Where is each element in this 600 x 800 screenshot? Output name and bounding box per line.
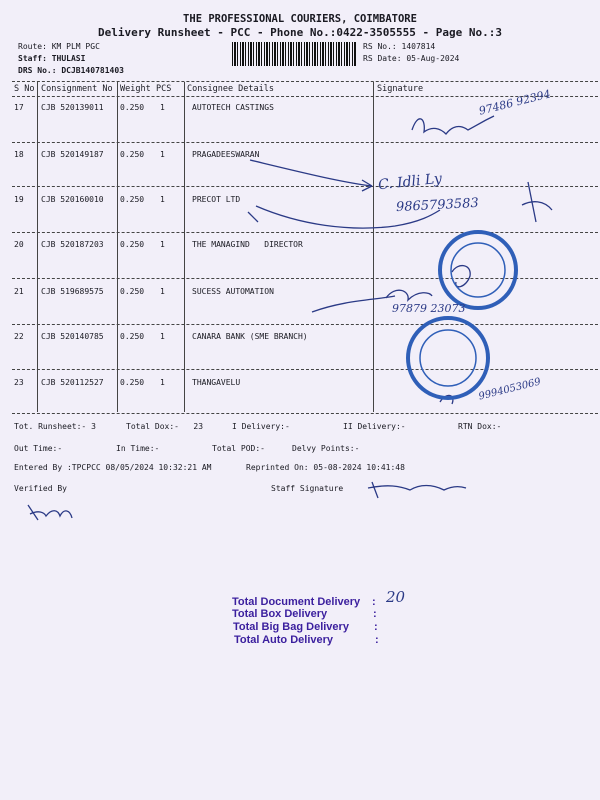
row-19-pcs: 1 bbox=[160, 195, 165, 204]
seal-skd-inner bbox=[451, 243, 505, 297]
rtn-dox: RTN Dox:- bbox=[458, 422, 502, 431]
verified-signature bbox=[28, 505, 72, 520]
row-22-pcs: 1 bbox=[160, 332, 165, 341]
entered-by: Entered By :TPCPCC 08/05/2024 10:32:21 AM bbox=[14, 463, 212, 472]
col-consignee: Consignee Details bbox=[187, 84, 274, 94]
staff-signature-label: Staff Signature bbox=[271, 484, 344, 493]
row-18-consignee: PRAGADEESWARAN bbox=[192, 150, 260, 159]
row-20-weight: 0.250 bbox=[120, 240, 145, 249]
signature-19-mark bbox=[248, 212, 258, 222]
tot-runsheet: Tot. Runsheet:- 3 bbox=[14, 422, 96, 431]
stamp-colon: : bbox=[372, 596, 376, 608]
row-17-consignee: AUTOTECH CASTINGS bbox=[192, 103, 274, 112]
row-19-consignee: PRECOT LTD bbox=[192, 195, 241, 204]
row-22-consignment: CJB 520140785 bbox=[41, 332, 104, 341]
reprinted-on: Reprinted On: 05-08-2024 10:41:48 bbox=[246, 463, 405, 472]
row-22-consignee: CANARA BANK (SME BRANCH) bbox=[192, 332, 308, 341]
row-20-consignee: THE MANAGIND DIRECTOR bbox=[192, 240, 303, 249]
in-time: In Time:- bbox=[116, 444, 160, 453]
stamp-auto-delivery: Total Auto Delivery bbox=[234, 634, 334, 646]
verified-by: Verified By bbox=[14, 484, 67, 493]
row-17-weight: 0.250 bbox=[120, 103, 145, 112]
row-23-weight: 0.250 bbox=[120, 378, 145, 387]
row-23-sno: 23 bbox=[14, 378, 24, 387]
handwritten-phone-23: 9994053069 bbox=[477, 376, 543, 403]
row-22-sno: 22 bbox=[14, 332, 24, 341]
signature-21-arrow bbox=[312, 296, 395, 312]
row-19-weight: 0.250 bbox=[120, 195, 145, 204]
stamp-colon: : bbox=[373, 608, 377, 620]
out-time: Out Time:- bbox=[14, 444, 63, 453]
row-21-consignment: CJB 519689575 bbox=[41, 287, 104, 296]
row-21-pcs: 1 bbox=[160, 287, 165, 296]
route: Route: KM PLM PGC bbox=[18, 42, 100, 51]
ii-delivery: II Delivery:- bbox=[343, 422, 406, 431]
seal-canara-inner bbox=[420, 330, 476, 386]
stamp-box-delivery: Total Box Delivery bbox=[232, 608, 328, 620]
total-pod: Total POD:- bbox=[212, 444, 265, 453]
row-17-consignment: CJB 520139011 bbox=[41, 103, 104, 112]
row-19-sno: 19 bbox=[14, 195, 24, 204]
stamp-colon: : bbox=[375, 634, 379, 646]
row-23-pcs: 1 bbox=[160, 378, 165, 387]
stamp-document-delivery: Total Document Delivery bbox=[232, 596, 361, 608]
document-delivery-count: 20 bbox=[386, 588, 406, 606]
staff: Staff: THULASI bbox=[18, 54, 86, 63]
handwritten-phone-19: 9865793583 bbox=[395, 195, 480, 216]
row-20-sno: 20 bbox=[14, 240, 24, 249]
row-23-consignee: THANGAVELU bbox=[192, 378, 241, 387]
row-18-consignment: CJB 520149187 bbox=[41, 150, 104, 159]
col-weight: Weight bbox=[120, 84, 151, 94]
row-23-consignment: CJB 520112527 bbox=[41, 378, 104, 387]
handwritten-phone-17: 97486 92394 bbox=[477, 87, 552, 118]
row-17-pcs: 1 bbox=[160, 103, 165, 112]
stamp-colon: : bbox=[374, 621, 378, 633]
signature-21-sign bbox=[386, 290, 432, 300]
row-21-consignee: SUCESS AUTOMATION bbox=[192, 287, 274, 296]
drs-number: DRS No.: DCJB140781403 bbox=[18, 66, 124, 75]
rs-date: RS Date: 05-Aug-2024 bbox=[363, 54, 460, 63]
runsheet-subtitle: Delivery Runsheet - PCC - Phone No.:0422-3505555 - Page No.:3 bbox=[98, 26, 502, 39]
delvy-points: Delvy Points:- bbox=[292, 444, 360, 453]
row-21-weight: 0.250 bbox=[120, 287, 145, 296]
col-pcs: PCS bbox=[156, 84, 172, 94]
rs-number: RS No.: 1407814 bbox=[363, 42, 436, 51]
row-20-consignment: CJB 520187203 bbox=[41, 240, 104, 249]
row-20-pcs: 1 bbox=[160, 240, 165, 249]
col-consignment: Consignment No bbox=[41, 84, 113, 94]
row-21-sno: 21 bbox=[14, 287, 24, 296]
row-22-weight: 0.250 bbox=[120, 332, 145, 341]
stamp-bigbag-delivery: Total Big Bag Delivery bbox=[233, 621, 349, 633]
company-title: THE PROFESSIONAL COURIERS, COIMBATORE bbox=[183, 13, 417, 25]
row-19-consignment: CJB 520160010 bbox=[41, 195, 104, 204]
row-18-pcs: 1 bbox=[160, 150, 165, 159]
row-17-sno: 17 bbox=[14, 103, 24, 112]
row-18-weight: 0.250 bbox=[120, 150, 145, 159]
i-delivery: I Delivery:- bbox=[232, 422, 290, 431]
col-signature: Signature bbox=[377, 84, 424, 94]
row-18-sno: 18 bbox=[14, 150, 24, 159]
signature-17 bbox=[412, 116, 494, 134]
handwritten-signature-18: C. Idli Ly bbox=[377, 170, 443, 194]
handwritten-phone-21: 97879 23073 bbox=[392, 302, 466, 315]
total-dox: Total Dox:- 23 bbox=[126, 422, 204, 431]
staff-signature-mark bbox=[368, 482, 466, 498]
col-sno: S No bbox=[14, 84, 35, 94]
signature-18-arrow bbox=[250, 160, 372, 191]
signature-19-sign bbox=[522, 182, 552, 222]
